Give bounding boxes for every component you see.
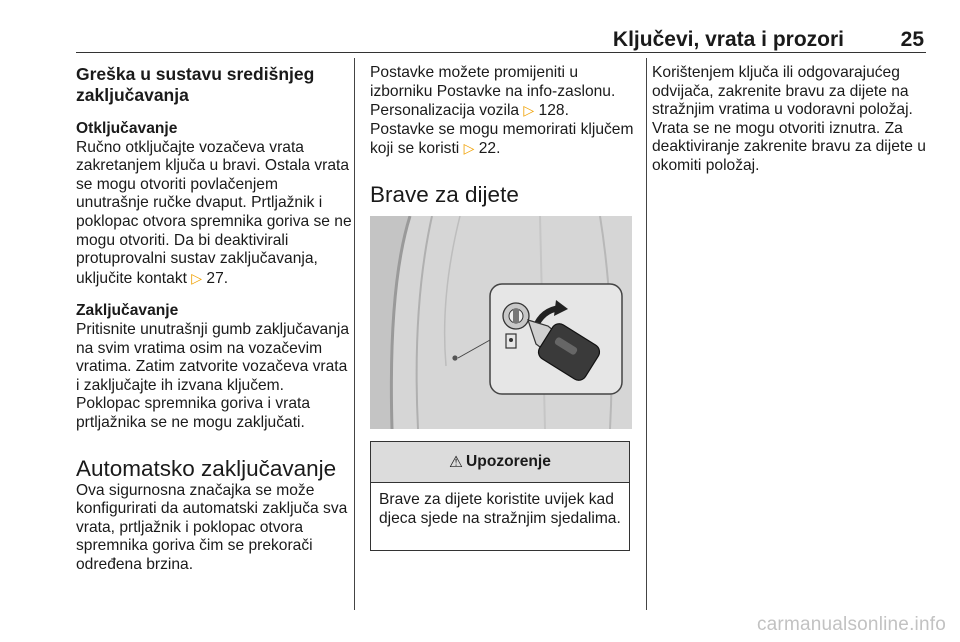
door-lock-drawing bbox=[370, 216, 632, 429]
warning-header bbox=[371, 442, 629, 483]
page-number: 25 bbox=[900, 28, 924, 51]
warning-text: Brave za dijete koristite uvijek kad djeca sjede na stražnjim sjedalima. bbox=[379, 491, 621, 527]
section-heading-child-locks: Brave za dijete bbox=[370, 181, 519, 207]
paragraph-automatic-locking: Ova sigurnosna značajka se može konfigurirati da automatski zaključa sva vrata, prtljažnik i poklopac otvora spremnika goriva čim se prekorači određena brzina. bbox=[76, 481, 348, 573]
column-3 bbox=[652, 64, 928, 176]
warning-triangle-icon: ⚠ bbox=[449, 453, 464, 471]
column-divider-2 bbox=[646, 58, 647, 610]
paragraph-locking: Pritisnite unutrašnji gumb zaključavanja na svim vratima osim na vozačevim vratima. Zatim zatvorite vozačeva vrata i zaključajte ih izvana ključem. Poklopac spremnika goriva i vrata prtljažnika se ne mogu zaključati. bbox=[76, 320, 350, 431]
warning-title: Upozorenje bbox=[466, 453, 551, 470]
paragraph-unlocking: Ručno otključajte vozačeva vrata zakretanjem ključa u bravi. Ostala vrata se mogu otvoriti povlačenjem unutrašnje ručke dvaput. Prtljažnik i poklopac otvora spremnika goriva se ne mogu otvoriti. Da bi deaktivirali protuprovalni sustav zaključavanja, uključite kontakt ▷ 27. bbox=[76, 138, 352, 287]
reference-arrow-icon: ▷ bbox=[523, 102, 535, 119]
child-lock-illustration bbox=[370, 216, 632, 429]
column-1 bbox=[76, 64, 352, 574]
reference-arrow-icon: ▷ bbox=[191, 269, 203, 286]
paragraph-child-lock-instructions: Korištenjem ključa ili odgovarajućeg odvijača, zakrenite bravu za dijete na stražnjim vratima u vodoravni položaj. Vrata se ne mogu otvoriti iznutra. Za deaktiviranje zakrenite bravu za dijete u okomiti položaj. bbox=[652, 64, 926, 174]
header-divider bbox=[76, 52, 926, 53]
section-heading-central-locking-fault: Greška u sustavu središnjeg zaključavanja bbox=[76, 64, 315, 105]
chapter-title: Ključevi, vrata i prozori bbox=[612, 28, 844, 51]
watermark: carmanualsonline.info bbox=[756, 614, 946, 635]
column-2 bbox=[370, 64, 634, 208]
subheading-locking: Zaključavanje bbox=[76, 302, 179, 320]
subheading-unlocking: Otključavanje bbox=[76, 120, 178, 137]
warning-box bbox=[370, 441, 630, 551]
reference-arrow-icon: ▷ bbox=[463, 140, 475, 157]
paragraph-settings: Postavke možete promijeniti u izborniku Postavke na info-zaslonu. Personalizacija vozila ▷ 128. bbox=[370, 64, 616, 120]
section-heading-automatic-locking: Automatsko zaključavanje bbox=[76, 455, 337, 481]
column-divider-1 bbox=[354, 58, 355, 610]
paragraph-settings-memory: Postavke se mogu memorirati ključem koji se koristi ▷ 22. bbox=[370, 120, 634, 158]
